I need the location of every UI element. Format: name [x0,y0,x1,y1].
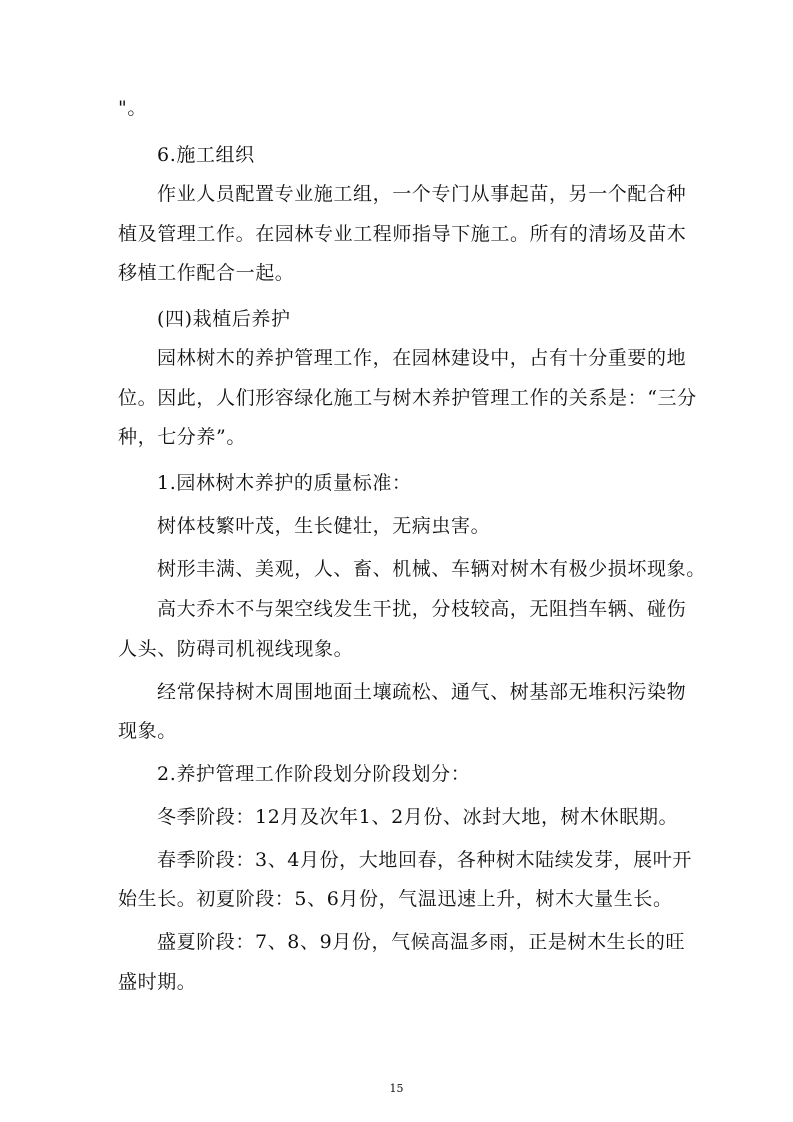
text-line: 现象。 [118,720,177,742]
text-line: 移植工作配合一起。 [118,262,295,284]
text-line: 树形丰满、美观，人、畜、机械、车辆对树木有极少损坏现象。 [157,558,706,580]
text-line: "。 [118,97,147,119]
text-line: 树体枝繁叶茂，生长健壮，无病虫害。 [157,515,491,537]
text-line: 植及管理工作。在园林专业工程师指导下施工。所有的清场及苗木 [118,223,687,245]
text-line: 盛夏阶段：7、8、9月份，气候高温多雨，正是树木生长的旺 [157,931,686,953]
text-line: 位。因此，人们形容绿化施工与树木养护管理工作的关系是：“三分 [118,387,697,409]
text-line: 春季阶段：3、4月份，大地回春，各种树木陆续发芽，展叶开 [157,849,692,871]
text-line: 经常保持树木周围地面土壤疏松、通气、树基部无堆积污染物 [157,681,687,703]
section-heading: 2.养护管理工作阶段划分阶段划分： [157,763,471,785]
text-line: 高大乔木不与架空线发生干扰，分枝较高，无阻挡车辆、碰伤 [157,598,687,620]
text-line: 园林树木的养护管理工作，在园林建设中，占有十分重要的地 [157,347,687,369]
text-line: 始生长。初夏阶段：5、6月份，气温迅速上升，树木大量生长。 [118,888,673,910]
section-heading: 1.园林树木养护的质量标准： [157,472,412,494]
section-heading: (四)栽植后养护 [157,308,291,330]
section-heading: 6.施工组织 [157,144,255,166]
text-line: 作业人员配置专业施工组，一个专门从事起苗，另一个配合种 [157,183,687,205]
text-line: 冬季阶段：12月及次年1、2月份、冰封大地，树木休眠期。 [157,806,679,828]
text-line: 人头、防碍司机视线现象。 [118,638,354,660]
text-line: 种，七分养”。 [118,426,246,448]
page-number: 15 [389,1082,404,1095]
text-line: 盛时期。 [118,971,197,993]
